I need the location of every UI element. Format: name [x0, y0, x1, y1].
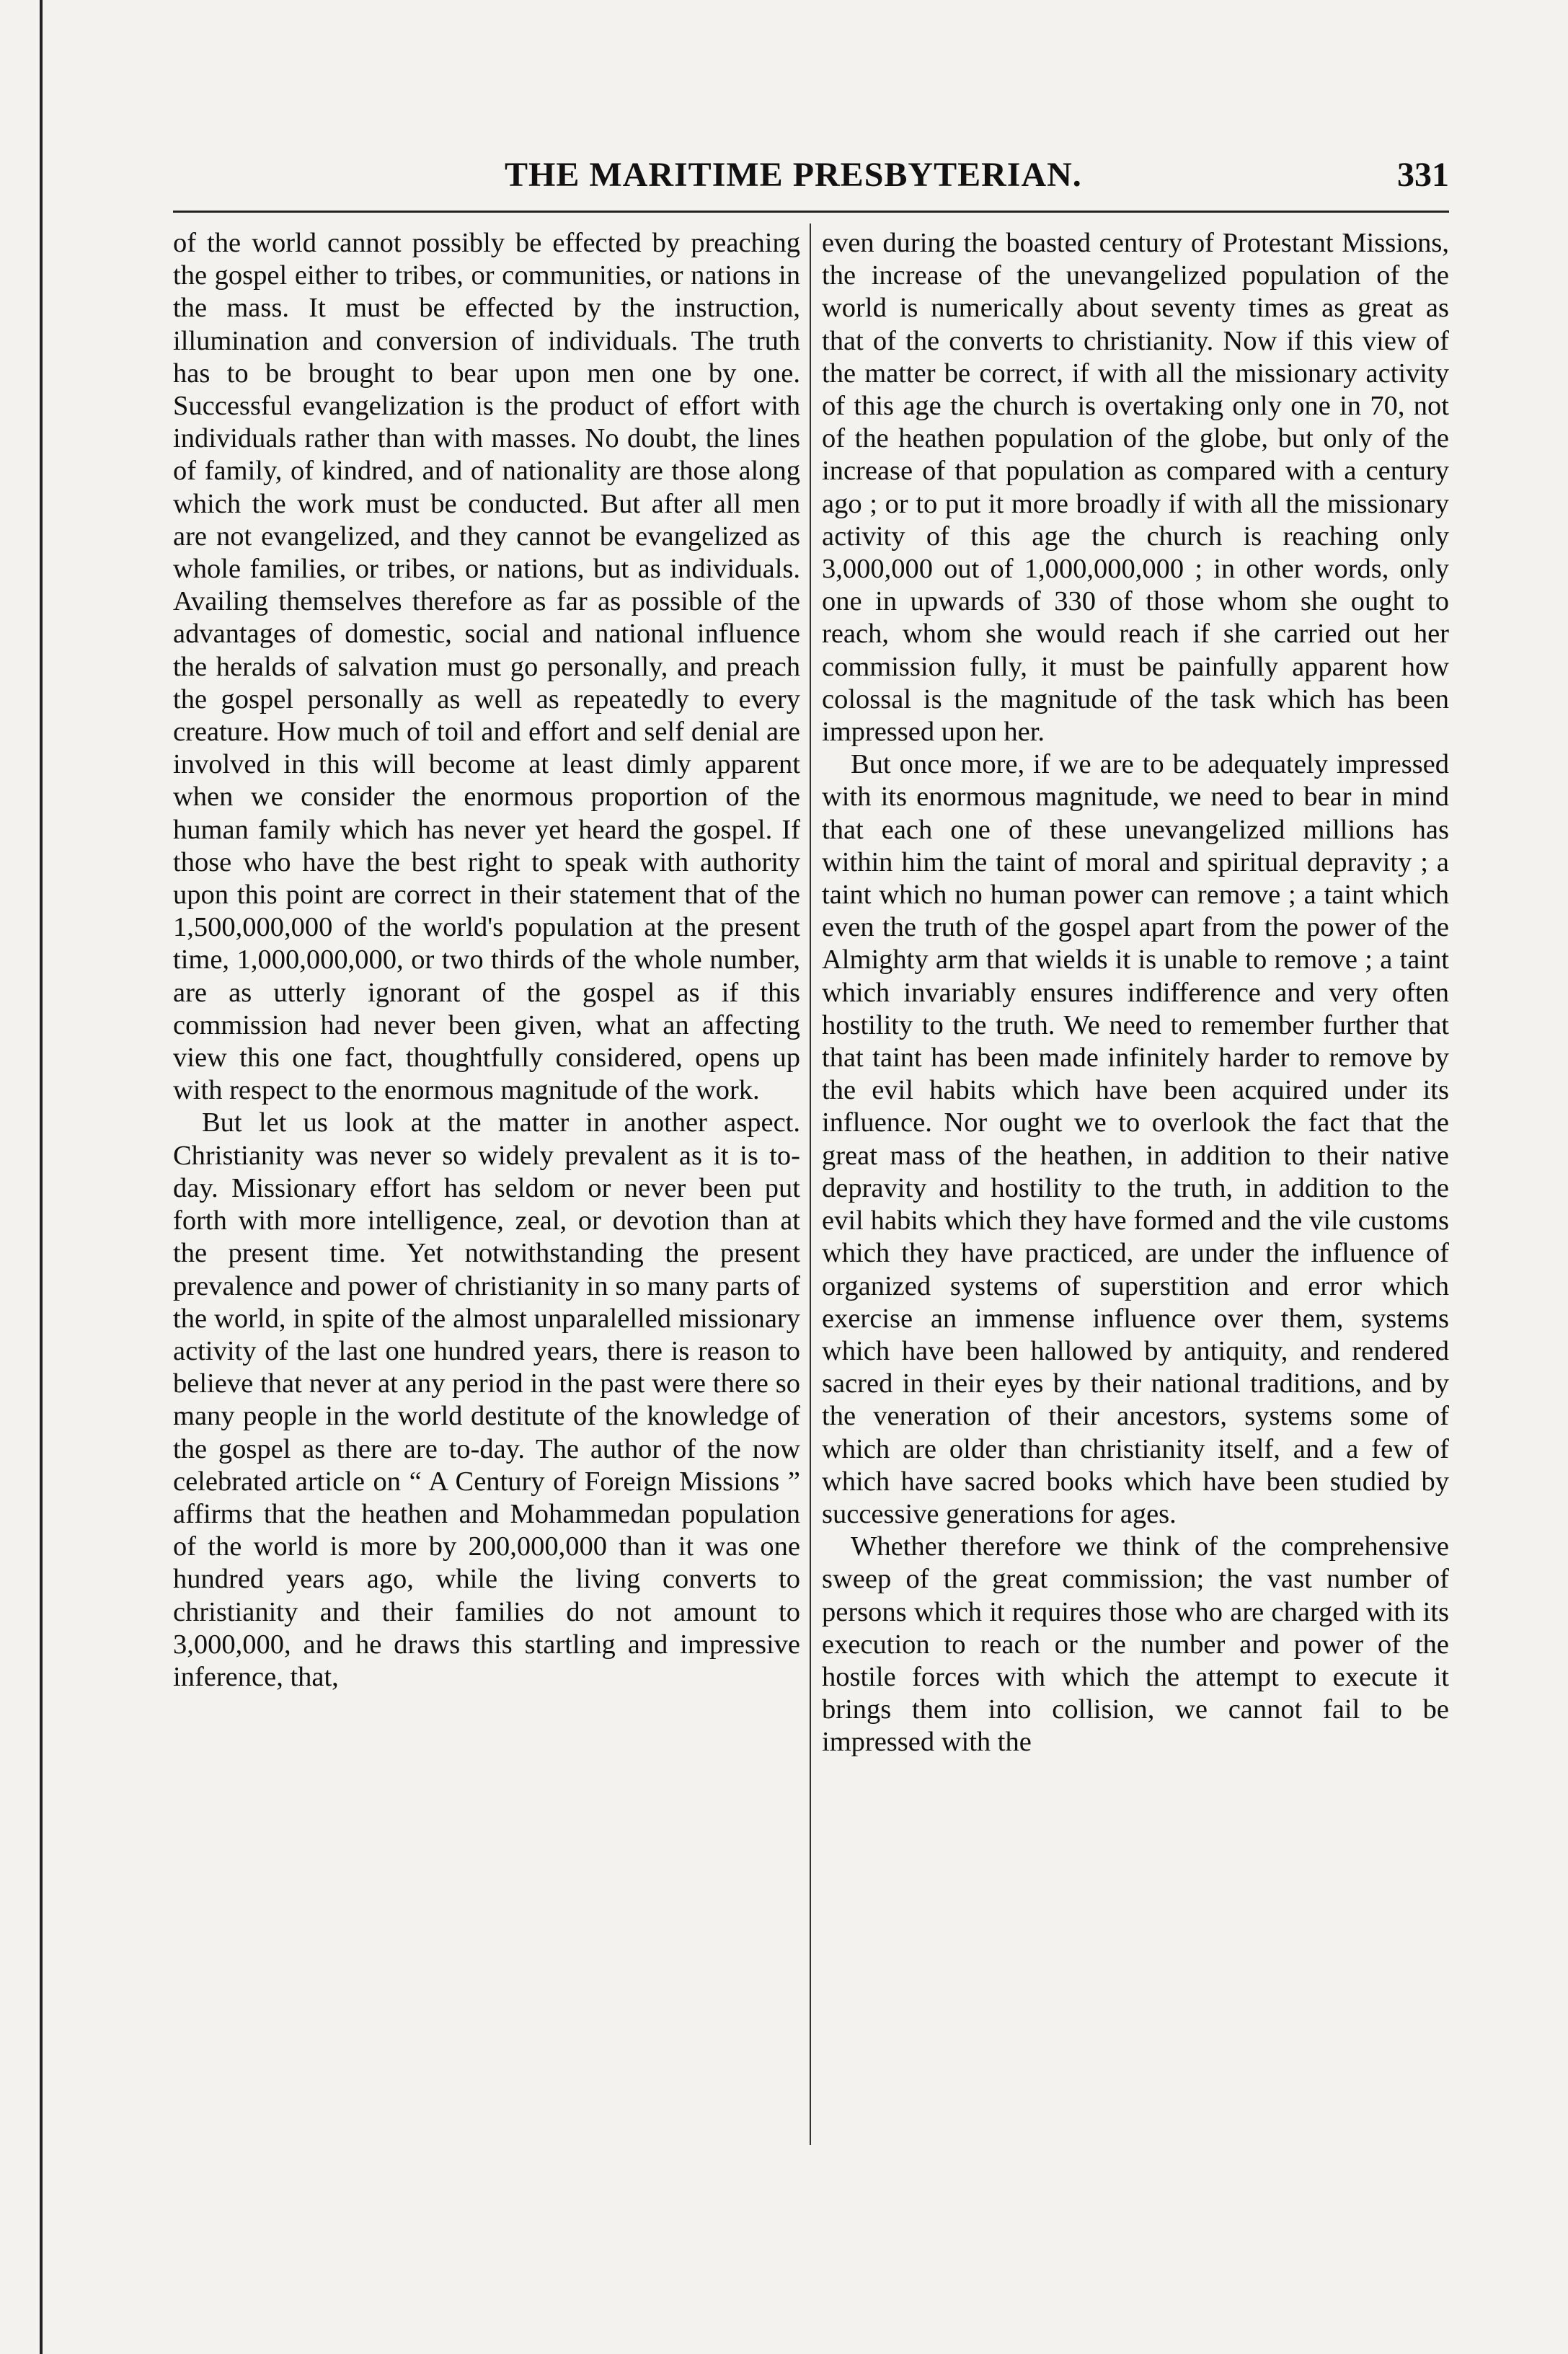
left-column — [173, 227, 800, 1694]
paragraph: But once more, if we are to be adequately impressed with its enormous magnitude, we need to bear in mind that each one of these unevangelized millions has within him the taint of moral and spiritual depravity ; a taint which no human power can remove ; a taint which even the truth of the gospel apart from the power of the Almighty arm that wields it is unable to remove ; a taint which invariably ensures indifference and very often hostility to the truth. We need to remember further that that taint has been made infinitely harder to remove by the evil habits which have been acquired under its influence. Nor ought we to overlook the fact that the great mass of the heathen, in addition to their native depravity and hostility to the truth, in addition to the evil habits which they have formed and the vile customs which they have practiced, are under the influence of organized systems of superstition and error which exercise an immense influence over them, systems which have been hallowed by antiquity, and rendered sacred in their eyes by their national traditions, and by the veneration of their ancestors, systems some of which are older than christianity itself, and a few of which have sacred books which have been studied by successive generations for ages. — [822, 749, 1449, 1529]
running-title: THE MARITIME PRESBYTERIAN. — [505, 156, 1082, 194]
paragraph: even during the boasted century of Protestant Missions, the increase of the unevangelized population of the world is numerically about seventy times as great as that of the converts to christianity. Now if this view of the matter be correct, if with all the missionary activity of this age the church is overtaking only one in 70, not of the heathen population of the globe, but only of the increase of that population as compared with a century ago ; or to put it more broadly if with all the missionary activity of this age the church is reaching only 3,000,000 out of 1,000,000,000 ; in other words, only one in upwards of 330 of those whom she ought to reach, whom she would reach if she carried out her commission fully, it must be painfully apparent how colossal is the magnitude of the task which has been impressed upon her. — [822, 228, 1449, 748]
page-number: 331 — [1397, 156, 1449, 194]
paragraph: But let us look at the matter in another aspect. Christianity was never so widely prevalent as it is to-day. Missionary effort has seldom or never been put forth with more intelligence, zeal, or devotion than at the present time. Yet notwithstanding the present prevalence and power of christianity in so many parts of the world, in spite of the almost unparalelled missionary activity of the last one hundred years, there is reason to believe that never at any period in the past were there so many people in the world destitute of the knowledge of the gospel as there are to-day. The author of the now celebrated article on “ A Century of Foreign Missions ” affirms that the heathen and Mohammedan population of the world is more by 200,000,000 than it was one hundred years ago, while the living converts to christianity and their families do not amount to 3,000,000, and he draws this startling and impressive inference, that, — [173, 1107, 800, 1692]
page-header — [173, 141, 1449, 205]
right-column — [822, 227, 1449, 1759]
page-left-edge — [40, 0, 43, 2354]
column-divider — [810, 224, 811, 2145]
paragraph: of the world cannot possibly be effected by preaching the gospel either to tribes, or communities, or nations in the mass. It must be effected by the instruction, illumination and conversion of individuals. The truth has to be brought to bear upon men one by one. Successful evangelization is the product of effort with individuals rather than with masses. No doubt, the lines of family, of kindred, and of nationality are those along which the work must be conducted. But after all men are not evangelized, and they cannot be evangelized as whole families, or tribes, or nations, but as individuals. Availing themselves therefore as far as possible of the advantages of domestic, social and national influence the heralds of salvation must go personally, and preach the gospel personally as well as repeatedly to every creature. How much of toil and effort and self denial are involved in this will become at least dimly apparent when we consider the enormous proportion of the human family which has never yet heard the gospel. If those who have the best right to speak with authority upon this point are correct in their statement that of the 1,500,000,000 of the world's population at the present time, 1,000,000,000, or two thirds of the whole number, are as utterly ignorant of the gospel as if this commission had never been given, what an affecting view this one fact, thoughtfully considered, opens up with respect to the enormous magnitude of the work. — [173, 228, 800, 1106]
header-rule — [173, 211, 1449, 213]
paragraph: Whether therefore we think of the comprehensive sweep of the great commission; the vast number of persons which it requires those who are charged with its execution to reach or the number and power of the hostile forces with which the attempt to execute it brings them into collision, we cannot fail to be impressed with the — [822, 1531, 1449, 1758]
